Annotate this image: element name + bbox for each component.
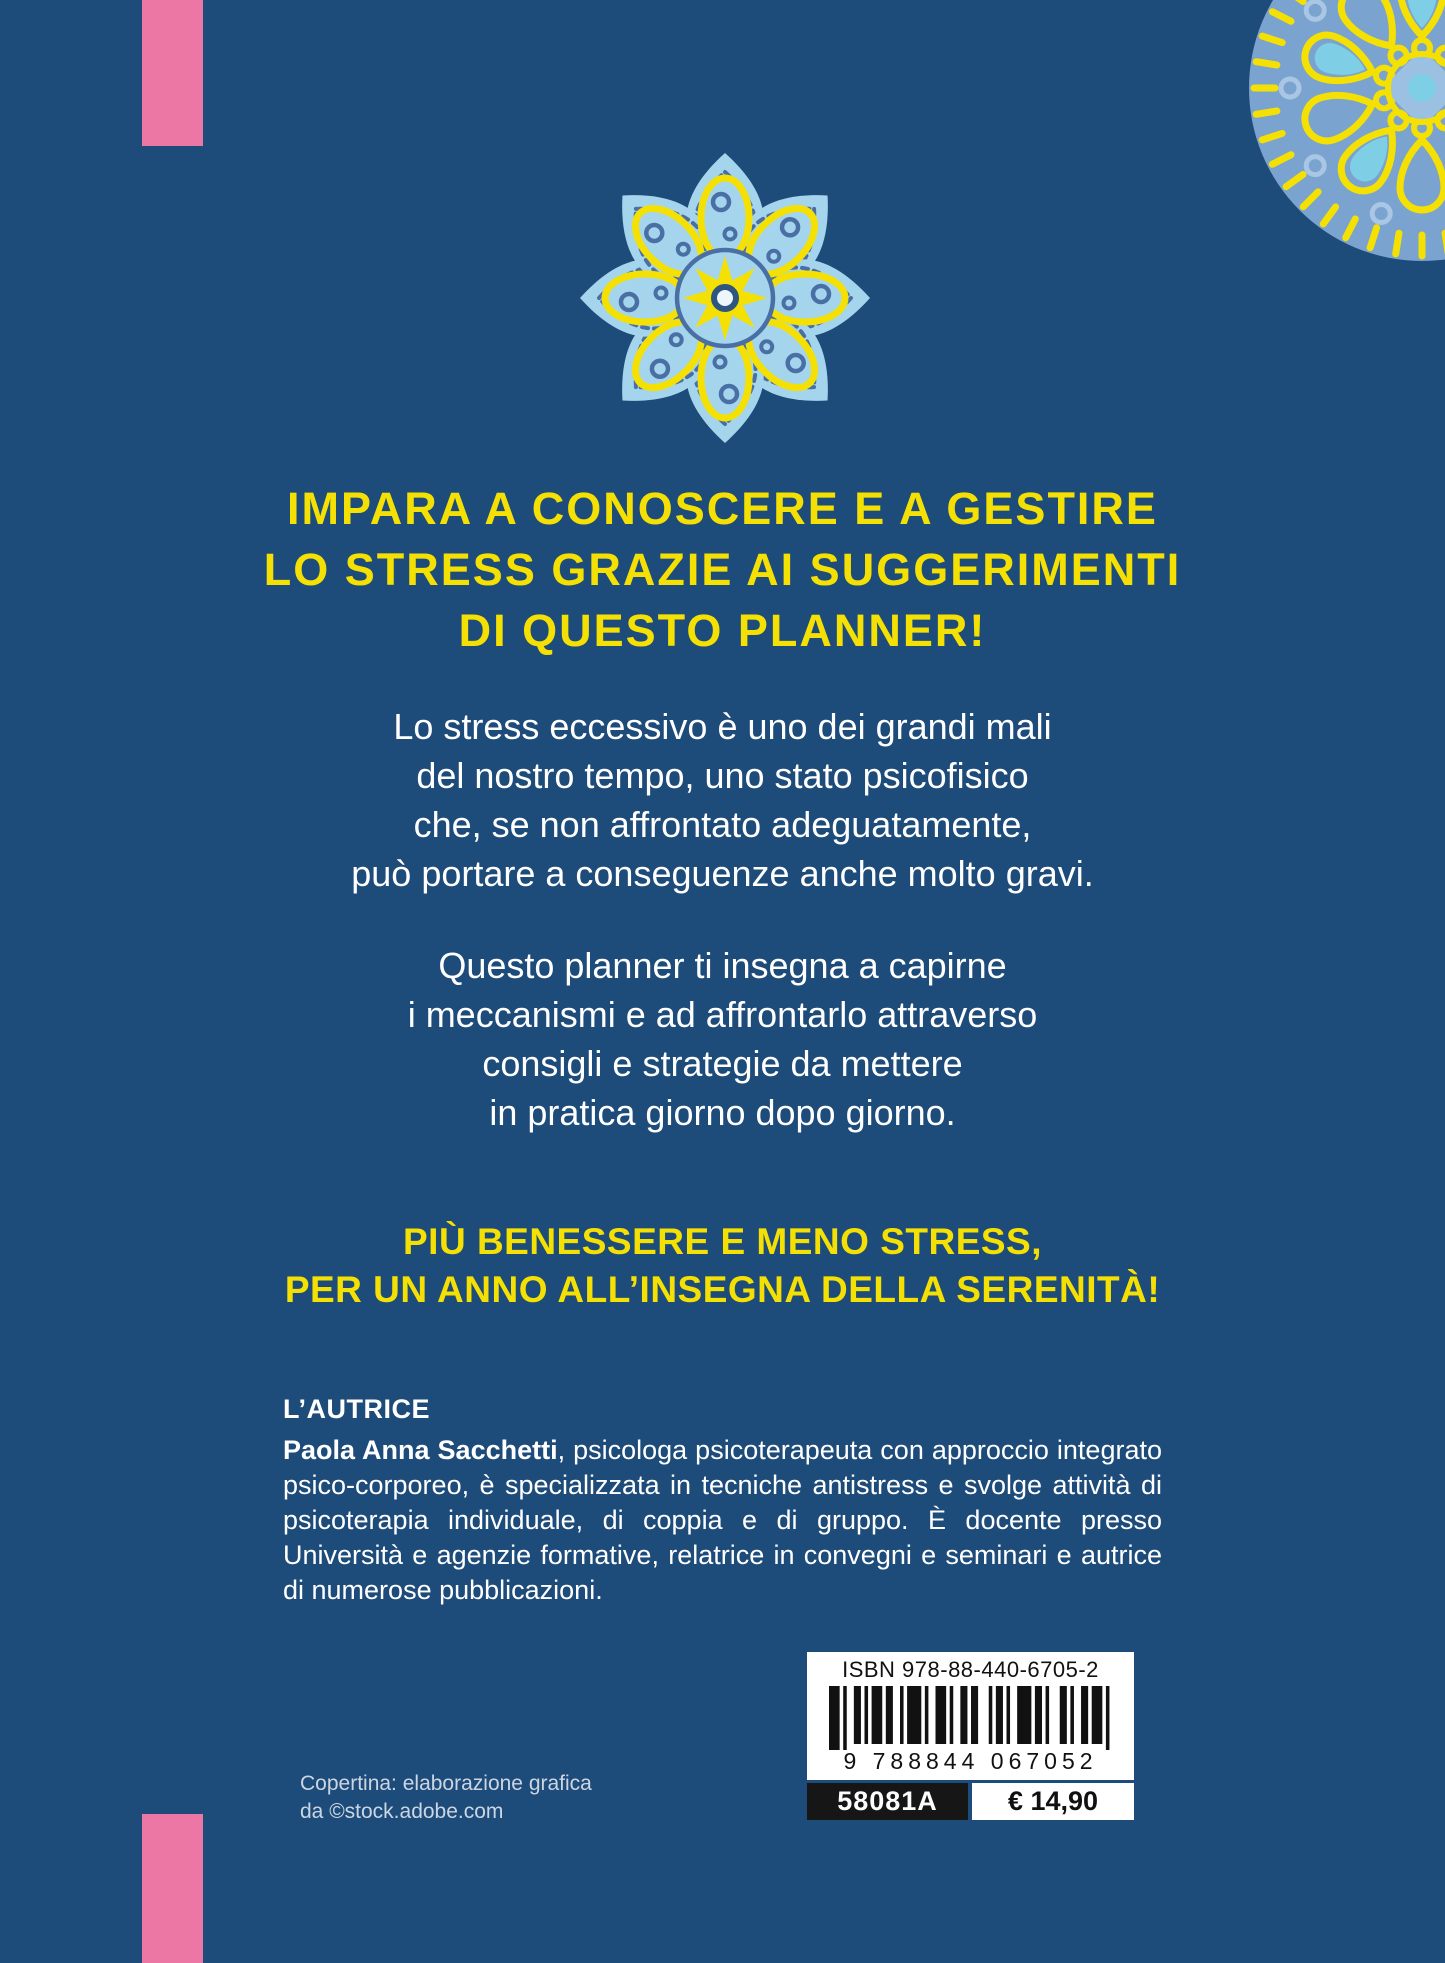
corner-mandala-icon — [1242, 0, 1445, 268]
intro-paragraph — [0, 702, 1445, 898]
description-line: consigli e strategie da mettere — [482, 1043, 963, 1084]
isbn-box — [807, 1652, 1134, 1780]
barcode-bars — [829, 1686, 1113, 1750]
intro-line: del nostro tempo, uno stato psicofisico — [416, 755, 1029, 796]
headline-line: IMPARA A CONOSCERE E A GESTIRE — [287, 483, 1158, 534]
credits-line: da ©stock.adobe.com — [300, 1800, 504, 1823]
barcode-chips — [807, 1783, 1134, 1820]
barcode-block — [807, 1652, 1134, 1820]
credits-line: Copertina: elaborazione grafica — [300, 1772, 592, 1795]
mandala-flower-icon — [575, 148, 875, 448]
intro-line: può portare a conseguenze anche molto gravi. — [351, 853, 1094, 894]
intro-line: che, se non affrontato adeguatamente, — [413, 804, 1032, 845]
price-chip: € 14,90 — [972, 1783, 1134, 1820]
isbn-text: ISBN 978-88-440-6705-2 — [842, 1657, 1099, 1682]
tagline — [0, 1218, 1445, 1314]
tagline-line: PIÙ BENESSERE E MENO STRESS, — [402, 1221, 1043, 1262]
description-line: in pratica giorno dopo giorno. — [489, 1092, 956, 1133]
headline-line: DI QUESTO PLANNER! — [458, 605, 987, 656]
headline-line: LO STRESS GRAZIE AI SUGGERIMENTI — [263, 544, 1182, 595]
barcode-digits: 9 788844 067052 — [843, 1748, 1098, 1774]
pink-tab-bottom — [142, 1814, 203, 1963]
description-line: i meccanismi e ad affrontarlo attraverso — [407, 994, 1038, 1035]
author-bio: Paola Anna Sacchetti, psicologa psicoterapeuta con approccio integrato psico-corporeo, è specializzata in tecniche antistress e svolge attività di psicoterapia individuale, di coppia e di gruppo. È docente presso Università e agenzie formative, relatrice in convegni e seminari e autrice di numerose pubblicazioni. — [283, 1435, 1162, 1605]
description-line: Questo planner ti insegna a capirne — [438, 945, 1007, 986]
tagline-line: PER UN ANNO ALL’INSEGNA DELLA SERENITÀ! — [284, 1269, 1161, 1310]
pink-tab-top — [142, 0, 203, 146]
author-name: Paola Anna Sacchetti — [283, 1435, 558, 1465]
author-heading: L’AUTRICE — [283, 1394, 431, 1424]
credits — [300, 1770, 592, 1826]
author-section — [283, 1394, 1162, 1608]
description-paragraph — [0, 941, 1445, 1137]
headline — [0, 478, 1445, 661]
edition-code-chip: 58081A — [807, 1783, 968, 1820]
intro-line: Lo stress eccessivo è uno dei grandi mali — [393, 706, 1052, 747]
